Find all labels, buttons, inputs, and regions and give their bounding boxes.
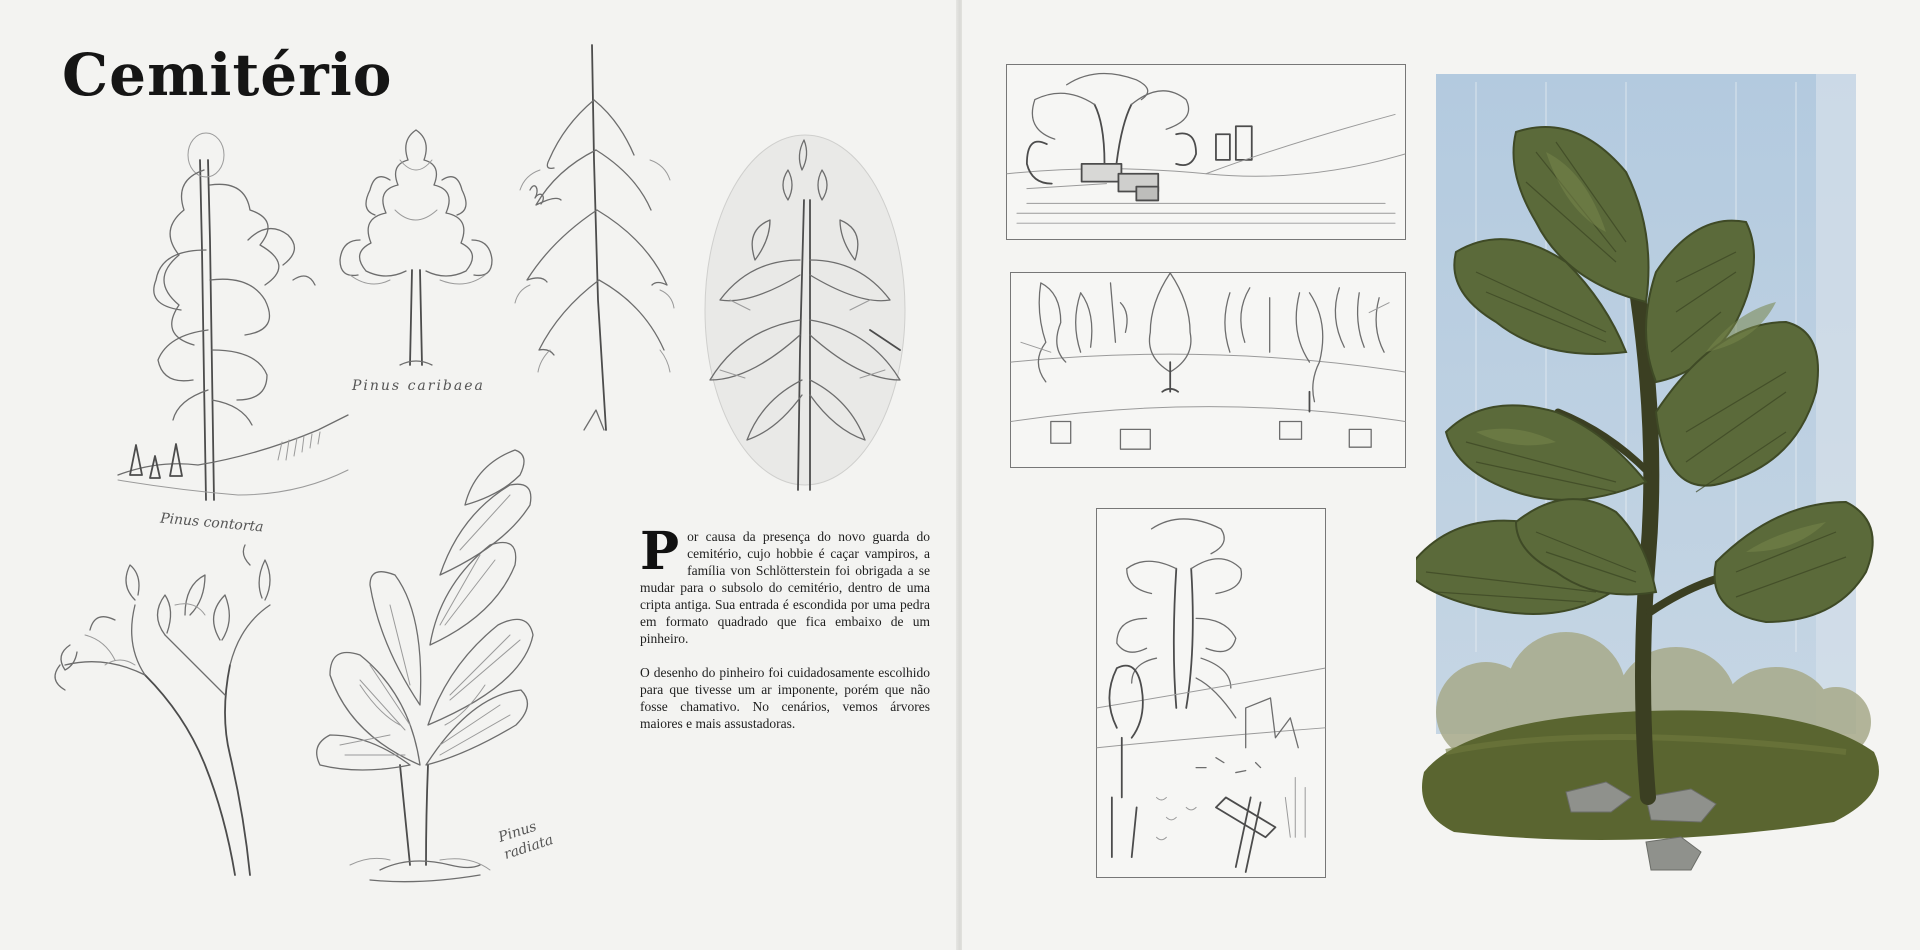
page-title: Cemitério [62, 41, 393, 109]
caption-pinus-radiata: Pinus radiata [496, 818, 556, 863]
caption-pinus-caribaea: Pinus caribaea [352, 378, 485, 394]
storyboard-thumbnail-3 [1096, 508, 1326, 878]
body-text [640, 521, 930, 749]
storyboard-thumbnail-1 [1006, 64, 1406, 240]
paragraph-1 [640, 521, 930, 647]
paragraph-1-text: or causa da presença do novo guarda do cemitério, cujo hobbie é caçar vampiros, a família von Schlötterstein foi obrigada a se mudar para o subsolo do cemitério, dentro de uma cripta antiga. Sua entrada é escondida por uma pedra em formato quadrado que fica embaixo de um pinheiro. [640, 529, 930, 646]
sketch-drooping-conifer [510, 40, 690, 440]
sketch-vignette-pine [690, 120, 920, 500]
sketch-pinus-caribaea [330, 120, 500, 370]
final-pine-painting [1416, 52, 1894, 872]
drop-cap: P [640, 521, 680, 582]
caption-pinus-contorta: Pinus contorta [159, 510, 265, 536]
paragraph-2: O desenho do pinheiro foi cuidadosamente escolhido para que tivesse um ar imponente, porém que não fosse chamativo. No cenários, vemos árvores maiores e mais assustadoras. [640, 665, 930, 731]
sketch-gnarled-pine [45, 545, 285, 885]
left-page [0, 0, 958, 950]
storyboard-thumbnail-2 [1010, 272, 1406, 468]
